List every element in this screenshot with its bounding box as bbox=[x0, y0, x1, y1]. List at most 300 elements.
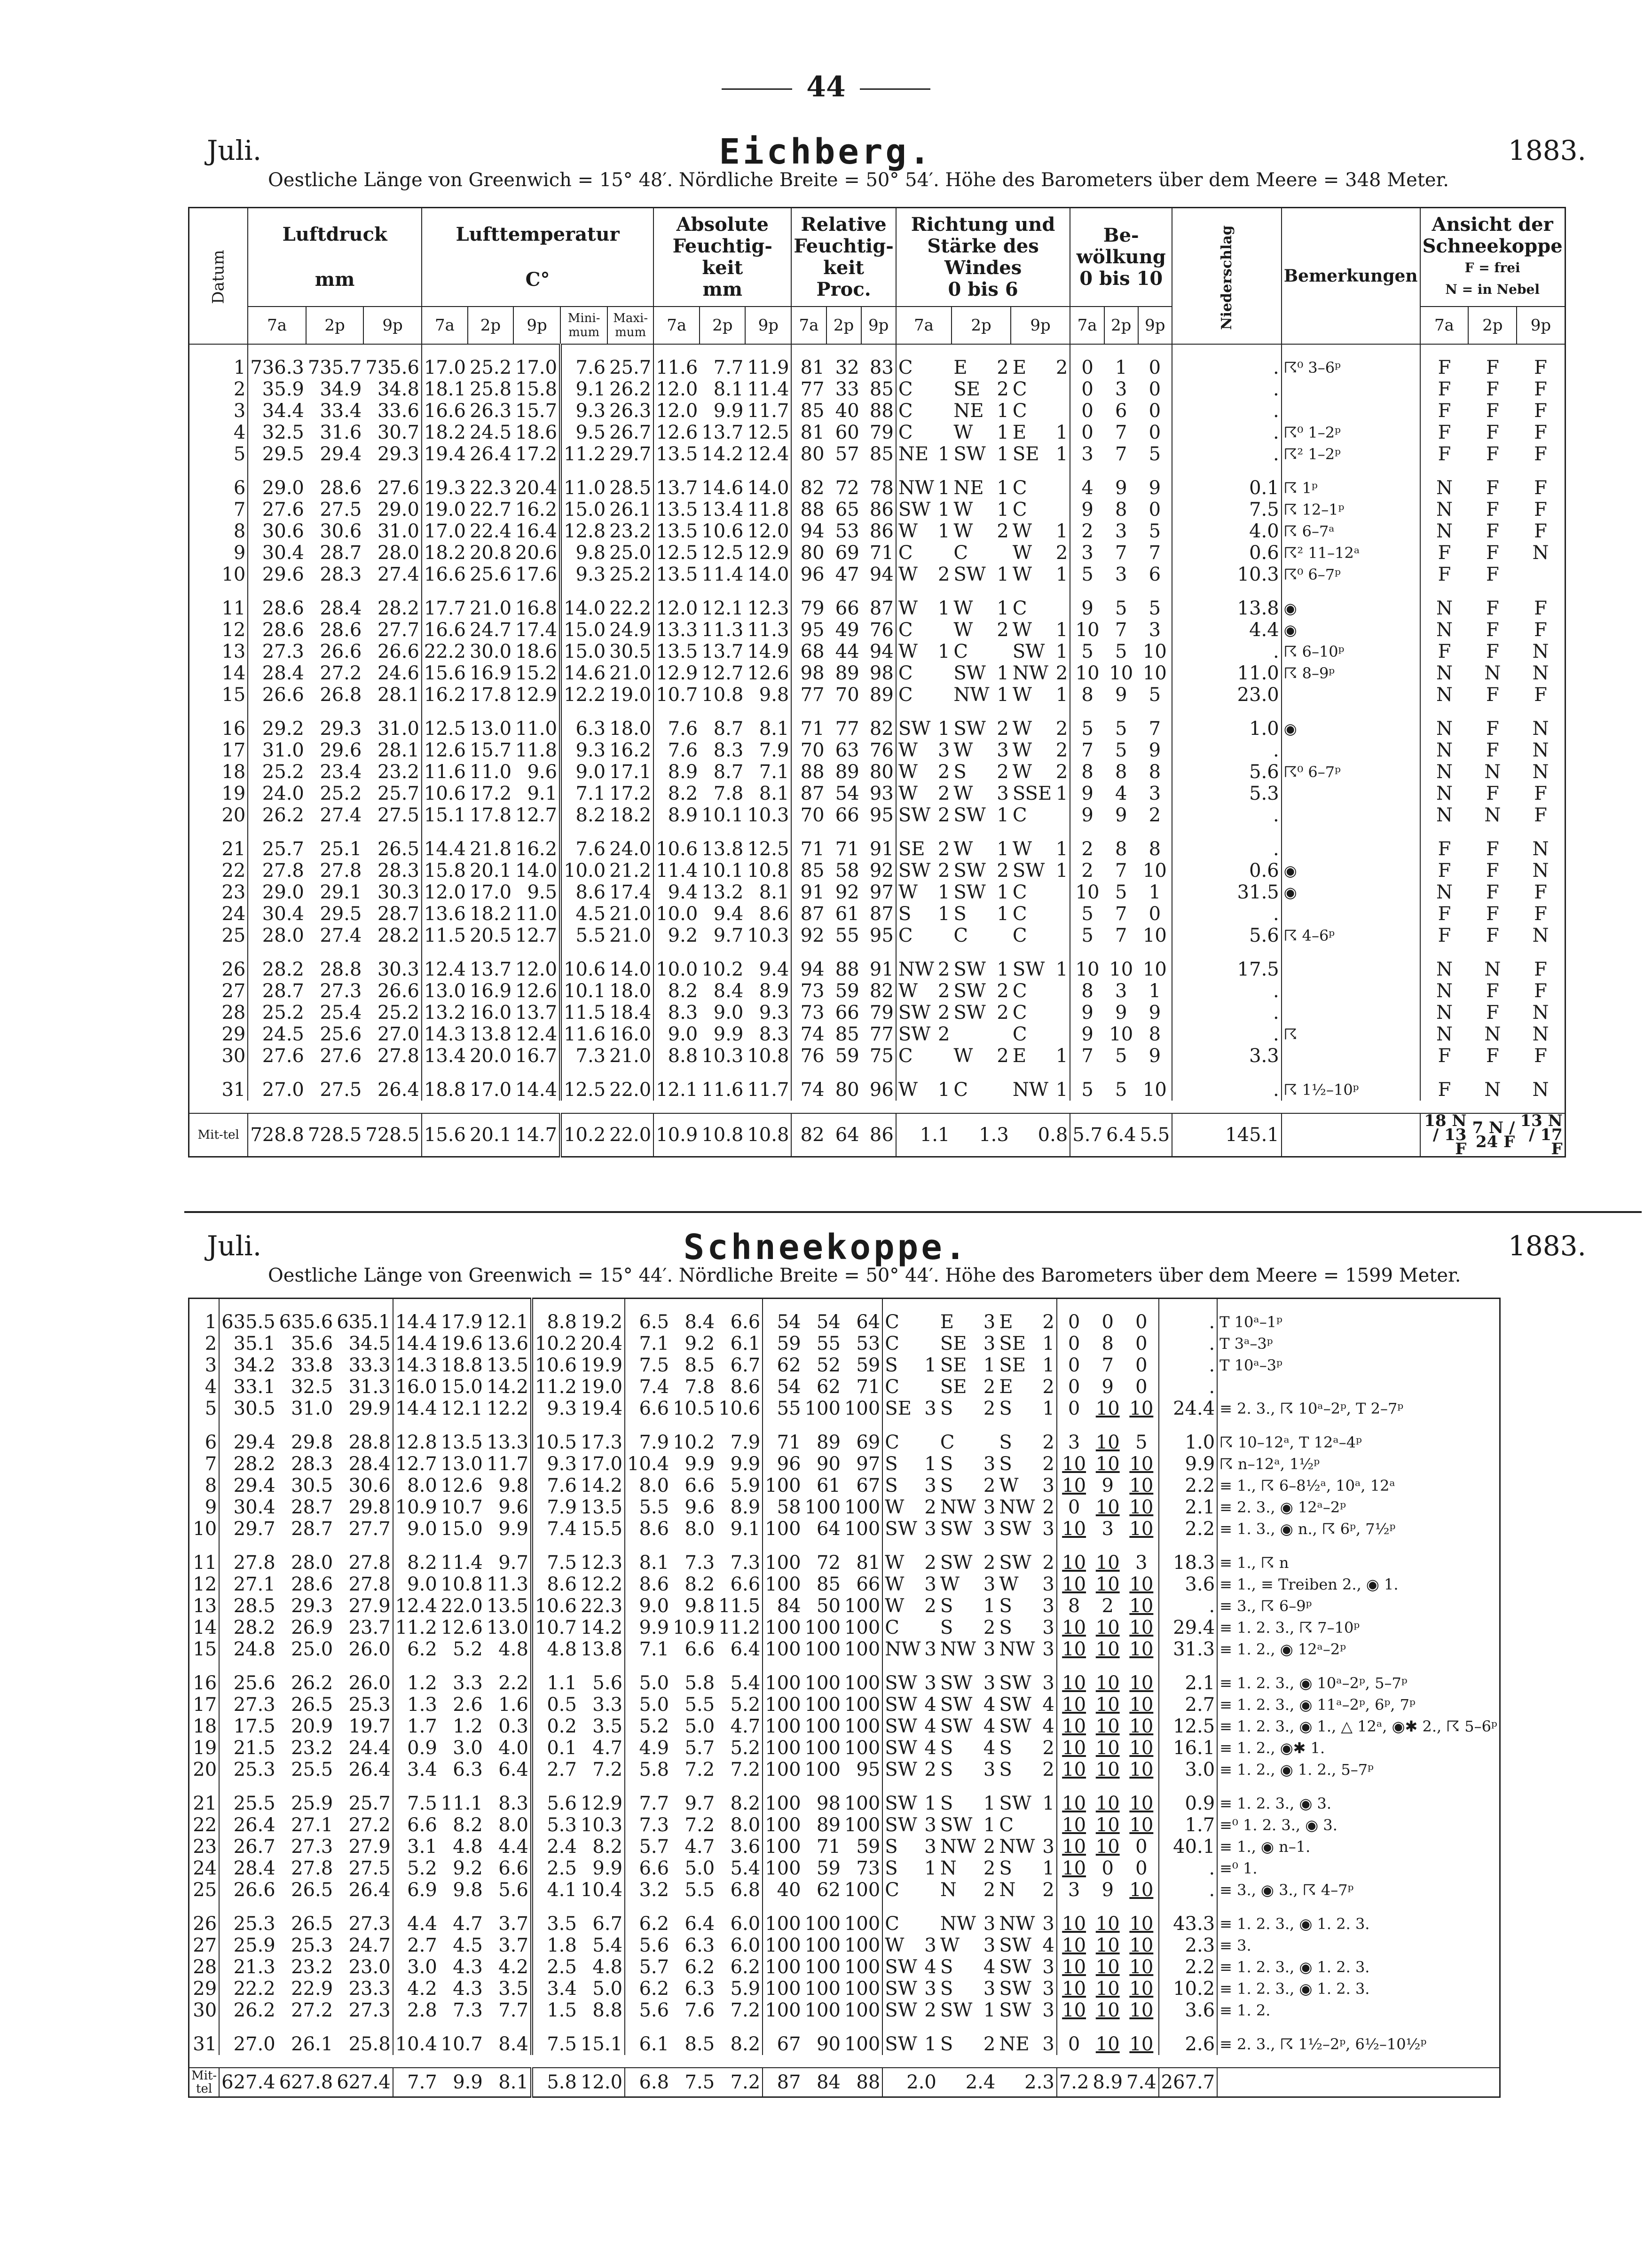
data-cell: 11.2 bbox=[532, 1376, 579, 1398]
data-cell: 9.3 bbox=[560, 400, 607, 422]
data-cell: 28.1 bbox=[377, 684, 419, 706]
data-cell: 66 bbox=[835, 804, 859, 826]
data-cell: 0.1 bbox=[532, 1737, 579, 1759]
data-cell: 14.6 bbox=[560, 662, 607, 684]
mean-cell: 7.2 bbox=[716, 2068, 763, 2097]
h-ld-2: 2p bbox=[306, 307, 364, 344]
data-cell: 28.0 bbox=[377, 542, 419, 564]
data-cell: 3 bbox=[1070, 542, 1104, 564]
data-cell: W bbox=[1012, 520, 1032, 542]
data-cell: 1 bbox=[1055, 1079, 1068, 1101]
data-cell: 100 bbox=[844, 1716, 881, 1737]
data-cell: 18.0 bbox=[609, 980, 652, 1002]
data-cell: N bbox=[1420, 882, 1469, 903]
data-cell: ☈ 8–9ᵖ bbox=[1282, 662, 1420, 684]
data-cell: 17.0 bbox=[469, 881, 512, 903]
data-cell: 58 bbox=[763, 1496, 802, 1518]
data-cell: F bbox=[1486, 542, 1499, 564]
data-cell: 24.6 bbox=[377, 662, 419, 684]
data-cell: SW bbox=[999, 1694, 1031, 1716]
data-cell: 10 bbox=[1057, 2000, 1091, 2021]
col-nied: Niederschlag bbox=[1172, 208, 1282, 344]
data-cell: 100 bbox=[844, 1978, 881, 2000]
data-cell: 19.4 bbox=[422, 443, 468, 465]
data-cell: 27.9 bbox=[348, 1836, 391, 1858]
data-cell: 7.3 bbox=[625, 1814, 671, 1836]
data-cell: . bbox=[1172, 1002, 1282, 1024]
data-cell: 29.4 bbox=[1159, 1617, 1218, 1638]
group-gap bbox=[189, 344, 1565, 357]
data-cell: 79 bbox=[869, 1001, 894, 1024]
data-cell: 10 bbox=[1129, 1956, 1154, 1978]
data-cell: 24.8 bbox=[219, 1638, 277, 1660]
data-cell: 10.7 bbox=[653, 684, 700, 706]
data-cell: F bbox=[1420, 1045, 1469, 1067]
data-cell: 23.3 bbox=[348, 1978, 391, 2000]
data-cell: 13.5 bbox=[486, 1354, 528, 1376]
data-cell: 27.1 bbox=[219, 1574, 277, 1595]
data-cell: 12.2 bbox=[560, 684, 607, 706]
data-cell: C bbox=[882, 1376, 922, 1398]
data-cell: 10 bbox=[1057, 1793, 1091, 1814]
data-cell: 85 bbox=[869, 443, 894, 465]
data-cell: F bbox=[1420, 925, 1469, 946]
data-cell: 26.2 bbox=[248, 804, 306, 826]
data-cell: 100 bbox=[763, 1672, 802, 1694]
data-cell: 11.0 bbox=[1172, 662, 1282, 684]
data-cell: 22.0 bbox=[441, 1595, 483, 1617]
data-cell: 12.1 bbox=[701, 597, 744, 619]
data-cell: 9.6 bbox=[527, 761, 558, 783]
group-gap bbox=[189, 1067, 1565, 1079]
data-cell: C bbox=[896, 400, 936, 422]
data-cell: ≡ 2. 3., ☈ 10ᵃ–2ᵖ, T 2–7ᵖ bbox=[1217, 1398, 1500, 1419]
mean-cell: 22.0 bbox=[607, 1113, 653, 1157]
data-cell: 10 bbox=[1109, 1023, 1133, 1045]
data-cell: 1.0 bbox=[1172, 718, 1282, 740]
data-cell: 2.1 bbox=[1159, 1672, 1218, 1694]
data-cell: 7 bbox=[1115, 903, 1127, 925]
data-cell: . bbox=[1159, 1879, 1218, 1901]
data-cell: NW bbox=[940, 1836, 976, 1858]
data-cell: 3 bbox=[983, 1978, 996, 2000]
col-wind: Richtung und Stärke des Windes 0 bis 6 bbox=[896, 208, 1070, 307]
data-cell: 12.9 bbox=[653, 662, 700, 684]
data-cell: S bbox=[882, 1354, 922, 1376]
data-cell: 5.2 bbox=[730, 1737, 761, 1759]
data-cell: C bbox=[1012, 597, 1027, 619]
data-cell: 2 bbox=[1055, 542, 1068, 564]
data-cell: N bbox=[1420, 499, 1469, 520]
data-cell: 9.1 bbox=[527, 782, 558, 804]
data-cell: F bbox=[1420, 400, 1469, 422]
data-cell: 6.3 bbox=[453, 1759, 483, 1780]
data-cell: NW bbox=[940, 1913, 976, 1935]
data-cell: 11.7 bbox=[747, 400, 789, 422]
data-cell: . bbox=[1172, 903, 1282, 925]
data-cell: W bbox=[953, 838, 973, 860]
data-cell: 87 bbox=[791, 783, 826, 804]
data-cell: . bbox=[1172, 804, 1282, 826]
data-cell: 50 bbox=[817, 1595, 841, 1617]
data-cell: 26.0 bbox=[348, 1638, 391, 1660]
data-cell: 100 bbox=[763, 1814, 802, 1836]
data-cell: 100 bbox=[844, 2033, 881, 2055]
day-cell: 24 bbox=[221, 903, 246, 925]
data-cell: 5.5 bbox=[560, 925, 607, 946]
col-datum: Datum bbox=[189, 208, 248, 344]
data-cell: 3 bbox=[1042, 2033, 1054, 2055]
data-cell bbox=[1282, 980, 1420, 1002]
table-row bbox=[189, 1716, 1500, 1737]
data-cell: 7.1 bbox=[625, 1333, 671, 1354]
data-cell: 9.9 bbox=[592, 1858, 623, 1879]
data-cell: 9 bbox=[1070, 804, 1104, 826]
data-cell: 3 bbox=[983, 1453, 996, 1475]
day-cell: 15 bbox=[221, 684, 246, 706]
data-cell: 11.4 bbox=[653, 860, 700, 882]
day-cell: 1 bbox=[233, 356, 246, 378]
data-cell: 80 bbox=[869, 761, 894, 783]
data-cell: F bbox=[1486, 782, 1499, 804]
data-cell: 10 bbox=[1142, 662, 1167, 684]
data-cell: 6.6 bbox=[625, 1858, 671, 1879]
data-cell: 3 bbox=[1115, 980, 1127, 1002]
data-cell: 10 bbox=[1057, 1858, 1091, 1879]
day-cell: 27 bbox=[193, 1935, 217, 1956]
data-cell: 2.5 bbox=[532, 1956, 579, 1978]
data-cell: 1 bbox=[997, 903, 1009, 925]
data-cell: 100 bbox=[763, 1858, 802, 1879]
data-cell: 100 bbox=[804, 1694, 841, 1716]
data-cell: . bbox=[1172, 1079, 1282, 1101]
data-cell: 3 bbox=[924, 1518, 936, 1540]
data-cell: C bbox=[1012, 804, 1027, 826]
data-cell: 20.8 bbox=[469, 542, 512, 564]
data-cell: 10.6 bbox=[532, 1354, 579, 1376]
data-cell: 2 bbox=[983, 1836, 996, 1858]
mean-cell: 5.5 bbox=[1138, 1113, 1172, 1157]
data-cell: N bbox=[1532, 662, 1549, 684]
data-cell: 3 bbox=[924, 1935, 936, 1956]
data-cell: SE bbox=[953, 378, 980, 400]
data-cell: 1 bbox=[1055, 520, 1068, 542]
data-cell: 27.5 bbox=[320, 1079, 362, 1101]
data-cell: W bbox=[999, 1475, 1019, 1496]
data-cell: 100 bbox=[763, 1956, 802, 1978]
data-cell: 6.3 bbox=[560, 718, 607, 740]
data-cell: 6.6 bbox=[730, 1574, 761, 1595]
data-cell: 6.6 bbox=[625, 1398, 671, 1419]
data-cell: F bbox=[1486, 881, 1499, 903]
data-cell: 2 bbox=[924, 1759, 936, 1780]
data-cell: 2 bbox=[997, 717, 1009, 740]
table-row bbox=[189, 1354, 1500, 1376]
data-cell: 0.9 bbox=[1159, 1793, 1218, 1814]
data-cell: 2 bbox=[1055, 739, 1068, 761]
data-cell: 9 bbox=[1070, 1002, 1104, 1024]
data-cell: 1 bbox=[1055, 859, 1068, 882]
data-cell: 2.8 bbox=[393, 2000, 439, 2021]
data-cell: 23.2 bbox=[291, 1956, 333, 1978]
data-cell: 27.3 bbox=[348, 2000, 391, 2021]
data-cell: 28.7 bbox=[377, 903, 419, 925]
data-cell: 10 bbox=[1109, 958, 1133, 980]
data-cell bbox=[1282, 740, 1420, 761]
data-cell: C bbox=[896, 542, 936, 564]
data-cell: 1 bbox=[924, 1354, 936, 1376]
data-cell: 87 bbox=[869, 903, 894, 925]
data-cell: NW bbox=[896, 959, 936, 980]
table-row bbox=[189, 357, 1565, 378]
data-cell: W bbox=[882, 1552, 922, 1574]
data-cell: 10 bbox=[1095, 1978, 1120, 2000]
data-cell: 9.3 bbox=[759, 1001, 789, 1024]
data-cell: 10.6 bbox=[718, 1398, 761, 1419]
data-cell: 100 bbox=[844, 1638, 881, 1660]
data-cell: 28.3 bbox=[377, 859, 419, 882]
data-cell: 5.9 bbox=[730, 1475, 761, 1496]
data-cell: 70 bbox=[791, 804, 826, 826]
data-cell: 17.7 bbox=[422, 598, 468, 619]
data-cell bbox=[936, 684, 952, 706]
data-cell: F bbox=[1486, 717, 1499, 740]
table-row bbox=[189, 980, 1565, 1002]
data-cell: 6.1 bbox=[625, 2033, 671, 2055]
data-cell bbox=[1054, 477, 1070, 499]
data-cell: SW bbox=[1012, 958, 1045, 980]
data-cell: 95 bbox=[856, 1759, 881, 1780]
data-cell: SW bbox=[882, 1814, 922, 1836]
data-cell: 82 bbox=[869, 717, 894, 740]
data-cell: 1 bbox=[1115, 356, 1127, 378]
data-cell: N bbox=[1420, 1002, 1469, 1024]
data-cell: 100 bbox=[804, 1638, 841, 1660]
data-cell: 9.6 bbox=[498, 1496, 528, 1518]
data-cell: 25.9 bbox=[219, 1935, 277, 1956]
data-cell: 5.7 bbox=[684, 1737, 715, 1759]
data-cell: SW bbox=[882, 1716, 922, 1737]
data-cell: 15.7 bbox=[469, 739, 512, 761]
data-cell: 75 bbox=[869, 1045, 894, 1067]
data-cell: 3 bbox=[1042, 1913, 1054, 1935]
data-cell: 100 bbox=[763, 1694, 802, 1716]
data-cell: 3 bbox=[1115, 378, 1127, 400]
group-gap bbox=[189, 946, 1565, 959]
data-cell: 3 bbox=[1115, 520, 1127, 542]
data-cell: 3 bbox=[1149, 782, 1161, 804]
data-cell: 14.6 bbox=[701, 477, 744, 499]
data-cell: 2 bbox=[983, 1376, 996, 1398]
mean-label: Mit-tel bbox=[189, 2068, 220, 2097]
data-cell: 8.3 bbox=[713, 739, 744, 761]
data-cell: 5.6 bbox=[532, 1793, 579, 1814]
data-cell bbox=[1282, 684, 1420, 706]
data-cell: SW bbox=[882, 1518, 922, 1540]
data-cell: 10 bbox=[1070, 959, 1104, 980]
data-cell: 2 bbox=[1042, 1737, 1054, 1759]
data-cell: 10.9 bbox=[673, 1617, 715, 1638]
data-cell: 9.2 bbox=[453, 1858, 483, 1879]
data-cell: F bbox=[1534, 597, 1547, 619]
data-cell: N bbox=[1420, 684, 1469, 706]
data-cell: 33 bbox=[835, 378, 859, 400]
data-cell: 0 bbox=[1149, 903, 1161, 925]
data-cell: 8.7 bbox=[713, 761, 744, 783]
data-cell: ≡ 3., ☈ 6–9ᵖ bbox=[1217, 1595, 1500, 1617]
data-cell: 9.0 bbox=[393, 1518, 439, 1540]
group-gap bbox=[189, 1540, 1500, 1552]
data-cell: 9.7 bbox=[713, 924, 744, 946]
data-cell: SW bbox=[1012, 640, 1045, 662]
section-station: Schneekoppe. bbox=[683, 1227, 969, 1268]
data-cell: 4.5 bbox=[453, 1935, 483, 1956]
data-cell: 4.7 bbox=[684, 1836, 715, 1858]
data-cell: 1 bbox=[1055, 684, 1068, 706]
data-cell: 2 bbox=[983, 1475, 996, 1496]
day-cell: 20 bbox=[193, 1759, 217, 1780]
data-cell: ≡ 3., ◉ 3., ☈ 4–7ᵖ bbox=[1217, 1879, 1500, 1901]
data-cell bbox=[952, 1024, 995, 1045]
data-cell: 10 bbox=[1095, 1398, 1120, 1419]
data-cell: 3 bbox=[1042, 1617, 1054, 1638]
data-cell: 10 bbox=[1129, 1595, 1154, 1617]
data-cell: 28.3 bbox=[320, 563, 362, 585]
data-cell: 0.9 bbox=[393, 1737, 439, 1759]
mean-cell: 84 bbox=[803, 2068, 842, 2097]
section-divider bbox=[184, 1211, 1642, 1213]
data-cell bbox=[1054, 882, 1070, 903]
data-cell: 27.8 bbox=[248, 860, 306, 882]
data-cell: 1 bbox=[1055, 958, 1068, 980]
data-cell: 1 bbox=[1042, 1333, 1054, 1354]
data-cell: . bbox=[1172, 443, 1282, 465]
data-cell: 2 bbox=[1042, 1879, 1054, 1901]
data-cell: 0 bbox=[1135, 1836, 1148, 1858]
data-cell: 0 bbox=[1101, 1858, 1114, 1879]
data-cell: 7 bbox=[1070, 1045, 1104, 1067]
data-cell: 10 bbox=[1129, 1672, 1154, 1694]
data-cell: T 10ᵃ–1ᵖ bbox=[1217, 1311, 1500, 1333]
data-cell: 28.6 bbox=[291, 1574, 333, 1595]
data-cell: 1 bbox=[997, 400, 1009, 422]
data-cell: SW bbox=[953, 859, 986, 882]
data-cell: 14.3 bbox=[422, 1024, 468, 1045]
data-cell: W bbox=[953, 619, 973, 641]
data-cell: F bbox=[1486, 859, 1499, 882]
data-cell: W bbox=[953, 520, 973, 542]
data-cell: 1.1 bbox=[532, 1672, 579, 1694]
data-cell: 5.0 bbox=[684, 1716, 715, 1737]
section-geo: Oestliche Länge von Greenwich = 15° 44′. Nördliche Breite = 50° 44′. Höhe des Barometers über dem Meere = 1599 Meter. bbox=[268, 1265, 1461, 1286]
data-cell: 89 bbox=[817, 1432, 841, 1453]
mean-cell: 627.4 bbox=[219, 2068, 277, 2097]
data-cell: 34.2 bbox=[219, 1354, 277, 1376]
col-bew: Be-wölkung 0 bis 10 bbox=[1070, 208, 1172, 307]
data-cell: ≡⁰ 1. 2. 3., ◉ 3. bbox=[1217, 1814, 1500, 1836]
data-cell: 2 bbox=[997, 761, 1009, 783]
data-cell: 18.2 bbox=[422, 542, 468, 564]
h-wd-2: 2p bbox=[952, 307, 1010, 344]
data-cell: 7.6 bbox=[532, 1475, 579, 1496]
data-cell: 12.0 bbox=[515, 958, 558, 980]
data-cell: 12.1 bbox=[441, 1398, 483, 1419]
data-cell: 8.6 bbox=[532, 1574, 579, 1595]
data-cell: 1 bbox=[1055, 640, 1068, 662]
data-cell: 11.2 bbox=[718, 1617, 761, 1638]
data-cell: W bbox=[999, 1574, 1019, 1595]
data-cell: SW bbox=[896, 499, 936, 520]
data-cell: 0 bbox=[1057, 1333, 1091, 1354]
data-cell: 24.4 bbox=[348, 1737, 391, 1759]
data-cell: 9 bbox=[1149, 739, 1161, 761]
data-cell: 27.5 bbox=[348, 1858, 391, 1879]
data-cell: 5.0 bbox=[625, 1672, 671, 1694]
data-cell: 13.7 bbox=[701, 421, 744, 443]
data-cell: 16.9 bbox=[469, 980, 512, 1002]
data-cell: SW bbox=[953, 717, 986, 740]
data-cell: C bbox=[953, 1079, 968, 1101]
data-cell: 65 bbox=[835, 498, 859, 520]
data-cell: 2 bbox=[983, 1398, 996, 1419]
data-cell: 1 bbox=[997, 477, 1009, 499]
data-cell: 34.8 bbox=[377, 378, 419, 400]
data-cell: 11.6 bbox=[560, 1024, 607, 1045]
data-cell: 21.5 bbox=[219, 1737, 277, 1759]
day-cell: 5 bbox=[205, 1398, 217, 1419]
data-cell: 90 bbox=[817, 1453, 841, 1475]
data-cell: 1 bbox=[1149, 980, 1161, 1002]
data-cell: C bbox=[896, 684, 936, 706]
data-cell: 17.5 bbox=[219, 1716, 277, 1737]
data-cell: S bbox=[940, 2033, 953, 2055]
data-cell: 7.5 bbox=[1172, 499, 1282, 520]
data-cell: W bbox=[1012, 717, 1032, 740]
data-cell: 81 bbox=[791, 357, 826, 378]
data-cell: 10 bbox=[1142, 924, 1167, 946]
data-cell: 27.0 bbox=[377, 1023, 419, 1045]
data-cell: 3.3 bbox=[1172, 1045, 1282, 1067]
data-cell: 10 bbox=[1057, 1638, 1091, 1660]
data-cell: 8.6 bbox=[560, 882, 607, 903]
data-cell: 77 bbox=[791, 684, 826, 706]
data-cell: 6.6 bbox=[393, 1814, 439, 1836]
data-cell: 67 bbox=[763, 2033, 802, 2055]
data-cell: 10 bbox=[1057, 1453, 1091, 1475]
data-cell: 17.4 bbox=[609, 881, 652, 903]
mean-row bbox=[189, 1113, 1565, 1157]
data-cell: 7.2 bbox=[592, 1759, 623, 1780]
data-cell: 23.0 bbox=[348, 1956, 391, 1978]
data-cell: 10 bbox=[1095, 1716, 1120, 1737]
data-cell: 100 bbox=[763, 2000, 802, 2021]
data-cell: 7.4 bbox=[625, 1376, 671, 1398]
data-cell: 2 bbox=[997, 378, 1009, 400]
data-cell: 28.5 bbox=[609, 477, 652, 499]
data-cell: 5.2 bbox=[453, 1638, 483, 1660]
data-cell: 79 bbox=[869, 421, 894, 443]
data-cell: 10 bbox=[1095, 1793, 1120, 1814]
data-cell: 12.7 bbox=[393, 1453, 439, 1475]
day-cell: 10 bbox=[221, 563, 246, 585]
data-cell: 7.5 bbox=[532, 2033, 579, 2055]
data-cell: 25.4 bbox=[320, 1001, 362, 1024]
data-cell: 24.5 bbox=[248, 1024, 306, 1045]
data-cell: 1 bbox=[1055, 619, 1068, 641]
table-row bbox=[189, 477, 1565, 499]
data-cell: 26.5 bbox=[377, 838, 419, 860]
data-cell: 100 bbox=[763, 1913, 802, 1935]
